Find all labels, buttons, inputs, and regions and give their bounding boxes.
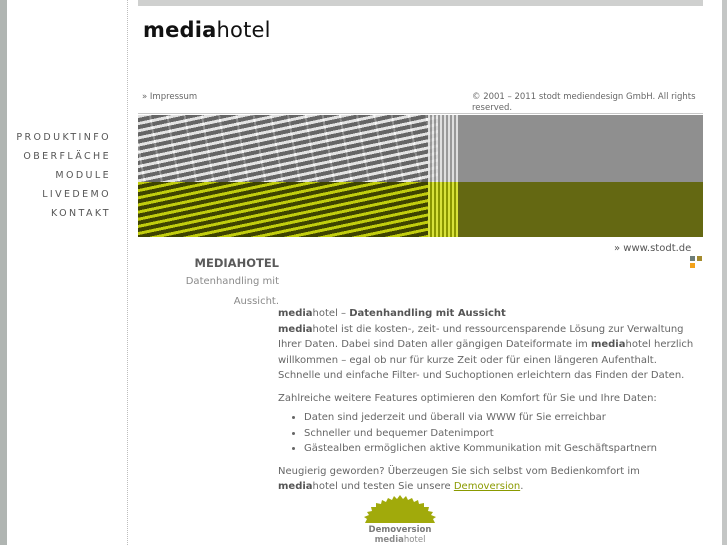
vertical-divider: [127, 0, 128, 545]
main-content: [278, 306, 698, 495]
section-title: MEDIAHOTEL: [194, 256, 279, 270]
stodt-website-link[interactable]: » www.stodt.de: [614, 243, 692, 254]
copyright-text: © 2001 – 2011 stodt mediendesign GmbH. All rights reserved.: [472, 92, 696, 113]
stodt-squares-icon: [690, 256, 704, 270]
nav-item-produktinfo[interactable]: PRODUKTINFO: [16, 132, 111, 143]
right-edge-bar: [722, 0, 727, 545]
left-edge-bar: [0, 0, 7, 545]
logo-bold: media: [143, 18, 217, 42]
top-band: [138, 0, 703, 6]
nav-item-module[interactable]: MODULE: [55, 170, 111, 181]
feature-item: • Daten sind jederzeit und überall via WWW für Sie erreichbar: [304, 410, 698, 426]
feature-item: • Gästealben ermöglichen aktive Kommunikation mit Geschäftspartnern: [304, 441, 698, 457]
meta-row: [138, 92, 703, 114]
features-list: [278, 410, 698, 457]
nav-item-oberflaeche[interactable]: OBERFLÄCHE: [23, 151, 111, 162]
banner-green-facade: [138, 182, 438, 237]
sunburst-icon: [361, 494, 439, 524]
demoversion-link[interactable]: Demoversion: [453, 481, 521, 492]
intro-paragraph: mediahotel ist die kosten-, zeit- und ressourcensparende Lösung zur Verwaltung Ihrer Daten. Dabei sind Daten aller gängigen Dateiformate im mediahotel herzlich willkommen – egal ob nur für kurze Zeit oder für einen längeren Aufenthalt. Schnelle und einfache Filter- und Suchoptionen erleichtern das Finden der Daten.: [278, 323, 694, 381]
impressum-link[interactable]: » Impressum: [142, 92, 198, 102]
demoversion-badge[interactable]: [360, 494, 440, 545]
badge-brand: mediahotel: [374, 535, 426, 545]
badge-title: Demoversion: [368, 525, 432, 535]
nav-item-livedemo[interactable]: LIVEDEMO: [42, 189, 111, 200]
section-subtitle: Datenhandling mit Aussicht.: [185, 276, 279, 307]
feature-item: • Schneller und bequemer Datenimport: [304, 426, 698, 442]
nav-item-kontakt[interactable]: KONTAKT: [51, 208, 111, 219]
cta-paragraph: Neugierig geworden? Überzeugen Sie sich selbst vom Bedienkomfort im mediahotel und testen Sie unsere Demoversion.: [278, 465, 640, 492]
main-nav: [16, 131, 111, 226]
content-heading: mediahotel – Datenhandling mit Aussicht: [278, 308, 506, 319]
logo-light: hotel: [216, 18, 271, 42]
features-intro: Zahlreiche weitere Features optimieren den Komfort für Sie und Ihre Daten:: [278, 392, 657, 404]
banner-image: [138, 115, 703, 237]
site-logo[interactable]: [143, 18, 271, 42]
banner-green-edge: [428, 182, 458, 237]
